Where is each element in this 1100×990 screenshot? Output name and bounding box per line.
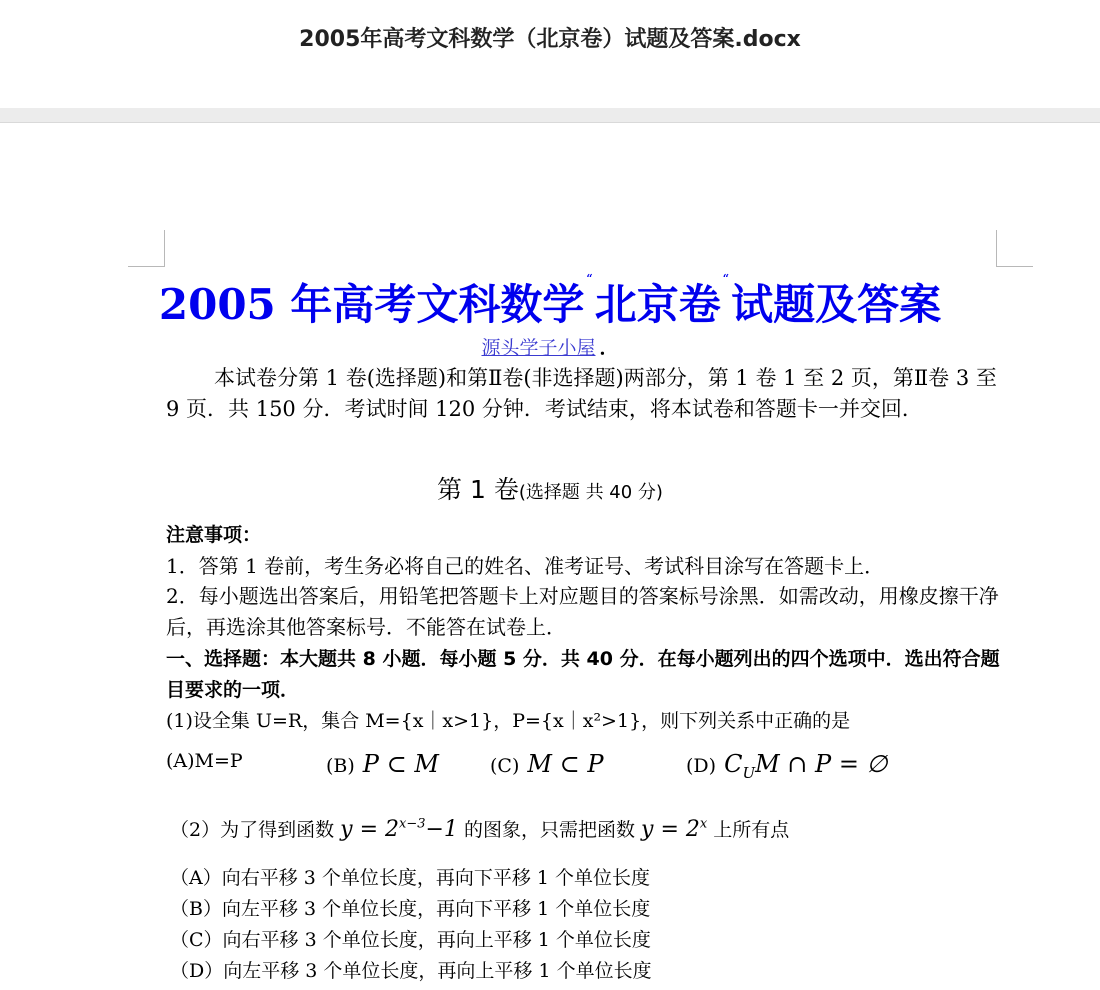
toolbar-divider xyxy=(0,108,1100,123)
complement-symbol: C xyxy=(724,750,743,778)
section-title: 第 1 卷 xyxy=(437,475,519,504)
question-1: (1)设全集 U=R，集合 M={x｜x>1}，P={x｜x²>1}，则下列关系中正确的是 xyxy=(166,710,851,732)
q2-option-d: （D）向左平移 3 个单位长度，再向上平移 1 个单位长度 xyxy=(170,960,652,982)
q1-option-a-label: (A)M=P xyxy=(166,750,243,772)
q2-function-2 xyxy=(641,817,707,842)
heading-part-2: 北京卷 xyxy=(594,280,721,329)
q1-option-d-expression: M ∩ P = ∅ xyxy=(755,750,888,778)
q2-option-c: （C）向右平移 3 个单位长度，再向上平移 1 个单位长度 xyxy=(170,929,651,951)
heading-separator: “ xyxy=(586,272,593,285)
q1-option-b-math: P ⊂ M xyxy=(362,750,439,778)
q2-option-b: （B）向左平移 3 个单位长度，再向下平移 1 个单位长度 xyxy=(170,898,651,920)
title-bar xyxy=(0,0,1100,108)
section-heading xyxy=(0,470,1100,506)
q2-prefix: （2）为了得到函数 xyxy=(170,819,335,841)
document-heading xyxy=(0,272,1100,332)
q1-option-c xyxy=(490,750,603,778)
part-one-heading: 一、选择题：本大题共 8 小题．每小题 5 分．共 40 分．在每小题列出的四个选项中．选出符合题目要求的一项． xyxy=(166,648,1000,701)
q1-option-c-label: (C) xyxy=(490,755,520,777)
q2-function-1 xyxy=(340,817,458,842)
complement-subscript: U xyxy=(742,763,756,782)
q2-option-a: （A）向右平移 3 个单位长度，再向下平移 1 个单位长度 xyxy=(170,867,651,889)
q1-option-b xyxy=(326,750,439,778)
heading-part-1: 2005 年高考文科数学 xyxy=(158,280,585,329)
q2-func1-tail: −1 xyxy=(425,817,458,842)
q2-func1-base: y = 2 xyxy=(340,817,399,842)
notice-title: 注意事项： xyxy=(166,524,262,546)
question-1-options xyxy=(166,750,1016,782)
q1-option-d-label: (D) xyxy=(686,755,717,777)
notice-item-1: 1．答第 1 卷前，考生务必将自己的姓名、准考证号、考试科目涂写在答题卡上． xyxy=(166,554,885,578)
q1-option-d xyxy=(686,750,887,782)
section-subtitle: (选择题 共 40 分) xyxy=(518,482,663,503)
intro-paragraph: 本试卷分第 1 卷(选择题)和第Ⅱ卷(非选择题)两部分，第 1 卷 1 至 2 页，第Ⅱ卷 3 至 9 页．共 150 分．考试时间 120 分钟．考试结束，将本试卷和答题卡一并交回． xyxy=(166,366,997,421)
page-corner-mark-left xyxy=(128,230,165,267)
q2-func2-base: y = 2 xyxy=(641,817,700,842)
q1-option-b-label: (B) xyxy=(326,755,355,777)
q2-func2-exponent: x xyxy=(699,816,708,832)
notice-item-2: 2．每小题选出答案后，用铅笔把答题卡上对应题目的答案标号涂黑．如需改动，用橡皮擦干净后，再选涂其他答案标号．不能答在试卷上． xyxy=(166,584,999,639)
heading-separator: “ xyxy=(722,272,730,285)
source-dot: ． xyxy=(599,337,619,359)
q1-option-d-math xyxy=(724,750,888,782)
question-2 xyxy=(170,815,1020,842)
q2-middle: 的图象，只需把函数 xyxy=(463,819,635,841)
q2-suffix: 上所有点 xyxy=(713,819,790,841)
page-corner-mark-right xyxy=(996,230,1033,267)
source-line xyxy=(0,333,1100,360)
document-filename: 2005年高考文科数学（北京卷）试题及答案.docx xyxy=(299,27,801,52)
source-link[interactable]: 源头学子小屋 xyxy=(481,337,596,359)
q2-func1-exponent: x−3 xyxy=(399,816,426,832)
q1-option-a xyxy=(166,750,243,772)
q1-option-c-math: M ⊂ P xyxy=(527,750,604,778)
heading-part-3: 试题及答案 xyxy=(731,280,942,329)
